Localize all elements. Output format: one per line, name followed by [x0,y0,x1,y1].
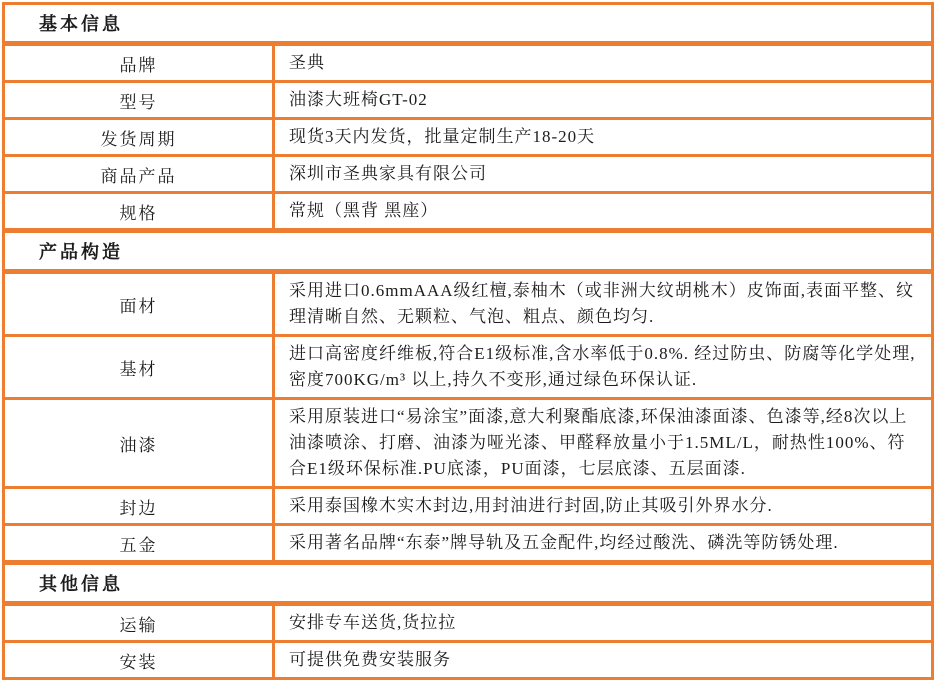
section-header-row-construction [4,231,933,272]
spec-value: 安排专车送货,货拉拉 [274,604,933,642]
section-header-row-other-info [4,563,933,604]
spec-value: 油漆大班椅GT-02 [274,82,933,119]
section-title: 其他信息 [4,563,933,604]
spec-row-edge-banding [4,488,933,525]
spec-row-installation [4,642,933,679]
spec-row-brand [4,44,933,82]
spec-label: 封边 [4,488,274,525]
spec-label: 安装 [4,642,274,679]
spec-label: 基材 [4,336,274,399]
section-header-row-basic-info [4,4,933,44]
spec-value: 圣典 [274,44,933,82]
spec-value: 深圳市圣典家具有限公司 [274,156,933,193]
spec-label: 油漆 [4,399,274,488]
spec-label: 商品产品 [4,156,274,193]
spec-row-producer [4,156,933,193]
section-title: 产品构造 [4,231,933,272]
spec-value: 可提供免费安装服务 [274,642,933,679]
spec-row-transport [4,604,933,642]
spec-label: 型号 [4,82,274,119]
spec-value: 采用进口0.6mmAAA级红檀,泰柚木（或非洲大纹胡桃木）皮饰面,表面平整、纹理清晰自然、无颗粒、气泡、粗点、颜色均匀. [274,272,933,336]
spec-label: 规格 [4,193,274,231]
spec-row-model [4,82,933,119]
spec-label: 品牌 [4,44,274,82]
spec-label: 运输 [4,604,274,642]
spec-table [2,2,934,680]
spec-label: 五金 [4,525,274,563]
spec-label: 面材 [4,272,274,336]
spec-row-paint [4,399,933,488]
spec-value: 进口高密度纤维板,符合E1级标准,含水率低于0.8%. 经过防虫、防腐等化学处理,密度700KG/m³ 以上,持久不变形,通过绿色环保认证. [274,336,933,399]
spec-row-base-material [4,336,933,399]
spec-row-specification [4,193,933,231]
spec-value: 采用著名品牌“东泰”牌导轨及五金配件,均经过酸洗、磷洗等防锈处理. [274,525,933,563]
spec-value: 采用原装进口“易涂宝”面漆,意大利聚酯底漆,环保油漆面漆、色漆等,经8次以上油漆喷涂、打磨、油漆为哑光漆、甲醛释放量小于1.5ML/L，耐热性100%、符合E1级环保标准.PU底漆，PU面漆，七层底漆、五层面漆. [274,399,933,488]
section-title: 基本信息 [4,4,933,44]
spec-value: 常规（黑背 黑座） [274,193,933,231]
spec-row-delivery-cycle [4,119,933,156]
spec-value: 采用泰国橡木实木封边,用封油进行封固,防止其吸引外界水分. [274,488,933,525]
spec-label: 发货周期 [4,119,274,156]
spec-row-surface-material [4,272,933,336]
spec-value: 现货3天内发货，批量定制生产18-20天 [274,119,933,156]
spec-row-hardware [4,525,933,563]
